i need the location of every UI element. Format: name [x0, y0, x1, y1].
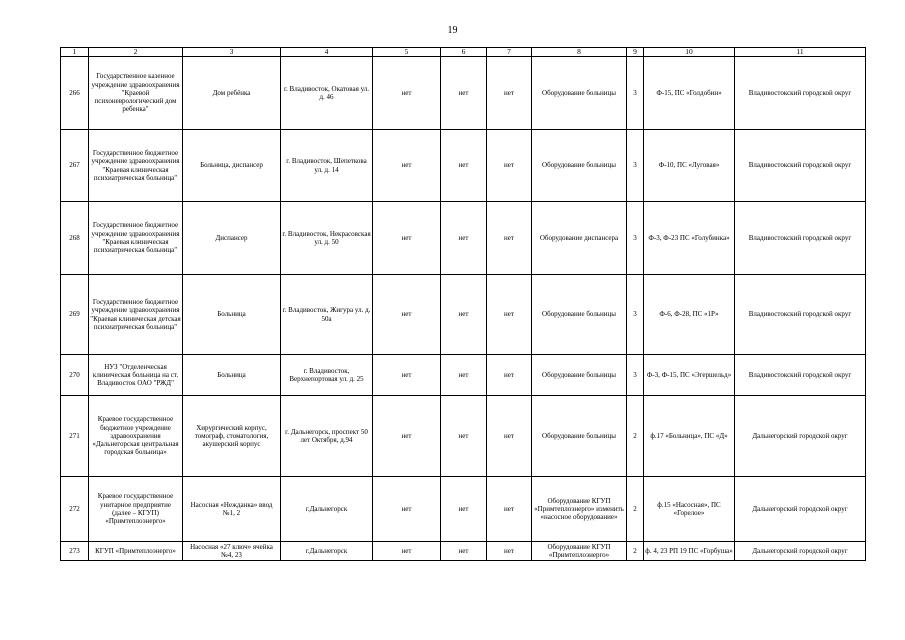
district-cell: Владивостокский городской округ [735, 355, 866, 396]
feeder-cell: Ф-3, Ф-15, ПС «Эгершельд» [644, 355, 735, 396]
feeder-cell: Ф-10, ПС «Луговая» [644, 130, 735, 202]
address-cell: г. Владивосток, Шепеткова ул. д. 14 [281, 130, 373, 202]
col6-cell: нет [441, 542, 487, 561]
col5-cell: нет [373, 57, 441, 130]
institution-cell: НУЗ "Отделенческая клиническая больница на ст. Владивосток ОАО "РЖД" [89, 355, 183, 396]
category-cell: 3 [627, 57, 644, 130]
header-cell: 3 [183, 48, 281, 57]
table-row [61, 202, 866, 275]
col7-cell: нет [487, 477, 532, 542]
object-cell: Насосная «Нежданка» ввод №1, 2 [183, 477, 281, 542]
header-cell: 5 [373, 48, 441, 57]
col6-cell: нет [441, 57, 487, 130]
feeder-cell: ф.15 «Насосная», ПС «Горелое» [644, 477, 735, 542]
feeder-cell: Ф-15, ПС «Голдобин» [644, 57, 735, 130]
row-number: 273 [61, 542, 89, 561]
col6-cell: нет [441, 202, 487, 275]
table-row [61, 130, 866, 202]
table-row [61, 477, 866, 542]
col5-cell: нет [373, 542, 441, 561]
col6-cell: нет [441, 477, 487, 542]
header-cell: 9 [627, 48, 644, 57]
col6-cell: нет [441, 275, 487, 355]
header-cell: 8 [532, 48, 627, 57]
equipment-cell: Оборудование диспансера [532, 202, 627, 275]
category-cell: 3 [627, 202, 644, 275]
category-cell: 3 [627, 355, 644, 396]
category-cell: 2 [627, 396, 644, 477]
object-cell: Насосная «27 ключ» ячейка №4, 23 [183, 542, 281, 561]
table-row [61, 396, 866, 477]
table-row [61, 57, 866, 130]
col7-cell: нет [487, 202, 532, 275]
object-cell: Больница [183, 275, 281, 355]
header-cell: 10 [644, 48, 735, 57]
header-cell: 1 [61, 48, 89, 57]
district-cell: Дальнегорский городской округ [735, 542, 866, 561]
object-cell: Диспансер [183, 202, 281, 275]
header-cell: 6 [441, 48, 487, 57]
object-cell: Дом ребёнка [183, 57, 281, 130]
district-cell: Владивостокский городской округ [735, 202, 866, 275]
row-number: 266 [61, 57, 89, 130]
object-cell: Больница, диспансер [183, 130, 281, 202]
col7-cell: нет [487, 542, 532, 561]
header-cell: 2 [89, 48, 183, 57]
col5-cell: нет [373, 355, 441, 396]
category-cell: 2 [627, 477, 644, 542]
feeder-cell: Ф-3, Ф-23 ПС «Голубинка» [644, 202, 735, 275]
col5-cell: нет [373, 477, 441, 542]
address-cell: г. Владивосток, Жигура ул. д. 50а [281, 275, 373, 355]
col5-cell: нет [373, 275, 441, 355]
address-cell: г. Владивосток, Некрасовская ул. д. 50 [281, 202, 373, 275]
equipment-cell: Оборудование больницы [532, 396, 627, 477]
col7-cell: нет [487, 275, 532, 355]
category-cell: 3 [627, 130, 644, 202]
district-cell: Владивостокский городской округ [735, 275, 866, 355]
row-number: 267 [61, 130, 89, 202]
row-number: 271 [61, 396, 89, 477]
address-cell: г. Владивосток, Окатовая ул. д. 46 [281, 57, 373, 130]
district-cell: Владивостокский городской округ [735, 130, 866, 202]
table-row [61, 275, 866, 355]
page-number: 19 [447, 25, 458, 36]
institution-cell: Государственное казенное учреждение здравоохранения "Краевой психоневрологический дом ребенка" [89, 57, 183, 130]
col5-cell: нет [373, 130, 441, 202]
institution-cell: Краевое государственное бюджетное учреждение здравоохранения «Дальнегорская центральная городская больница» [89, 396, 183, 477]
col7-cell: нет [487, 355, 532, 396]
category-cell: 2 [627, 542, 644, 561]
address-cell: г.Дальнегорск [281, 477, 373, 542]
header-row [61, 48, 866, 57]
objects-table [60, 47, 866, 561]
table-row [61, 542, 866, 561]
col7-cell: нет [487, 130, 532, 202]
header-cell: 7 [487, 48, 532, 57]
header-cell: 11 [735, 48, 866, 57]
district-cell: Дальнегорский городской округ [735, 396, 866, 477]
equipment-cell: Оборудование больницы [532, 275, 627, 355]
institution-cell: Краевое государственное унитарное предприятие (далее – КГУП) «Примтеплоэнерго» [89, 477, 183, 542]
col6-cell: нет [441, 130, 487, 202]
district-cell: Владивостокский городской округ [735, 57, 866, 130]
row-number: 270 [61, 355, 89, 396]
equipment-cell: Оборудование больницы [532, 355, 627, 396]
col5-cell: нет [373, 202, 441, 275]
object-cell: Больница [183, 355, 281, 396]
equipment-cell: Оборудование больницы [532, 130, 627, 202]
table-row [61, 355, 866, 396]
object-cell: Хирургический корпус, томограф, стоматология, акушерский корпус [183, 396, 281, 477]
equipment-cell: Оборудование больницы [532, 57, 627, 130]
feeder-cell: ф.17 «Больница», ПС «Д» [644, 396, 735, 477]
address-cell: г. Дальнегорск, проспект 50 лет Октября, д.94 [281, 396, 373, 477]
col6-cell: нет [441, 355, 487, 396]
header-cell: 4 [281, 48, 373, 57]
row-number: 269 [61, 275, 89, 355]
equipment-cell: Оборудование КГУП «Примтеплоэнерго» [532, 542, 627, 561]
col7-cell: нет [487, 396, 532, 477]
category-cell: 3 [627, 275, 644, 355]
row-number: 272 [61, 477, 89, 542]
col5-cell: нет [373, 396, 441, 477]
col6-cell: нет [441, 396, 487, 477]
institution-cell: КГУП «Примтеплоэнерго» [89, 542, 183, 561]
row-number: 268 [61, 202, 89, 275]
institution-cell: Государственное бюджетное учреждение здравоохранения "Краевая клиническая детская психиатрическая больница" [89, 275, 183, 355]
feeder-cell: Ф-6, Ф-28, ПС «1Р» [644, 275, 735, 355]
district-cell: Дальнегорский городской округ [735, 477, 866, 542]
institution-cell: Государственное бюджетное учреждение здравоохранения "Краевая клиническая психиатрическая больница" [89, 130, 183, 202]
feeder-cell: ф. 4, 23 РП 19 ПС «Горбуша» [644, 542, 735, 561]
institution-cell: Государственное бюджетное учреждение здравоохранения "Краевая клиническая психиатрическая больница" [89, 202, 183, 275]
address-cell: г.Дальнегорск [281, 542, 373, 561]
address-cell: г. Владивосток, Верхнепортовая ул. д. 25 [281, 355, 373, 396]
equipment-cell: Оборудование КГУП «Примтеплоэнерго» изменить «насосное оборудование» [532, 477, 627, 542]
col7-cell: нет [487, 57, 532, 130]
